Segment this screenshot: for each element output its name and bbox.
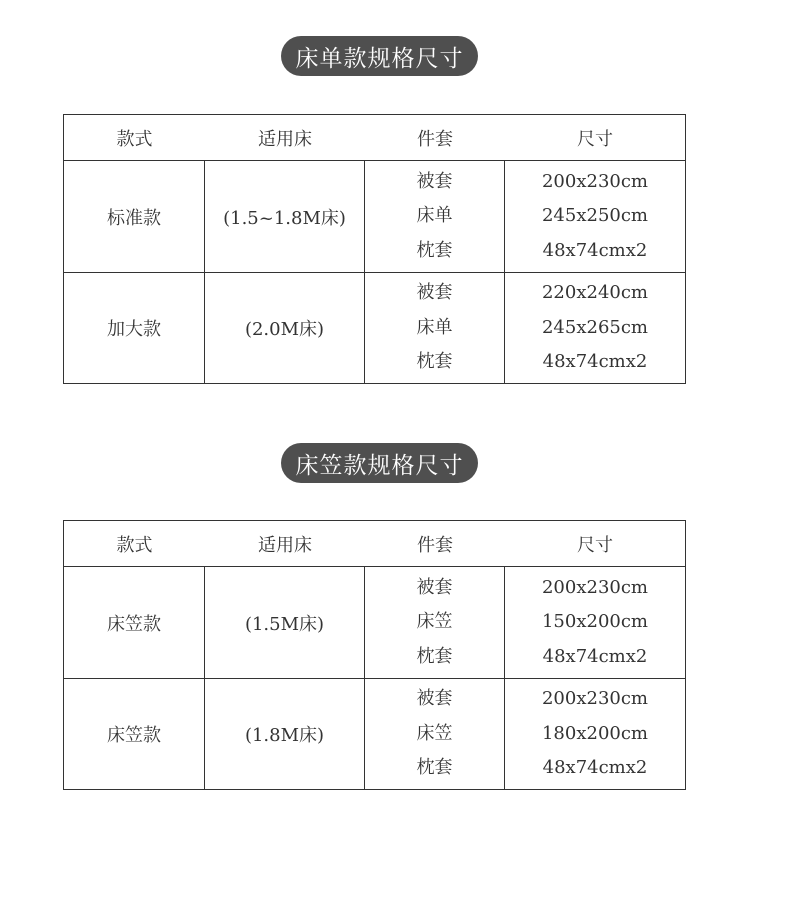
bed-cell: (2.0M床) [205, 273, 365, 383]
bed-cell: (1.5M床) [205, 567, 365, 678]
table-row [64, 272, 685, 383]
size-value: 150x200cm [541, 611, 648, 633]
bed-cell: (1.5~1.8M床) [205, 161, 365, 272]
table-row [64, 678, 685, 789]
size-value: 48x74cmx2 [542, 645, 648, 667]
style-cell: 加大款 [64, 273, 205, 383]
table-header-row [64, 521, 685, 567]
item-label: 被套 [416, 282, 453, 304]
size-value: 48x74cmx2 [542, 757, 648, 779]
bed-cell: (1.8M床) [205, 679, 365, 789]
header-bed: 适用床 [258, 534, 312, 556]
table-header-row [64, 115, 685, 161]
item-label: 枕套 [416, 757, 453, 779]
size-value: 180x200cm [541, 722, 648, 744]
header-style: 款式 [116, 534, 153, 556]
item-label: 枕套 [416, 351, 453, 373]
item-label: 枕套 [416, 645, 453, 667]
style-cell: 标准款 [64, 161, 205, 272]
item-label: 床笠 [416, 611, 453, 633]
size-value: 245x265cm [541, 316, 648, 338]
sizes-cell [505, 567, 685, 678]
size-value: 200x230cm [541, 688, 648, 710]
item-label: 床单 [416, 205, 453, 227]
item-label: 枕套 [416, 239, 453, 261]
size-value: 200x230cm [541, 170, 648, 192]
items-cell [365, 161, 505, 272]
size-table-sheet [63, 114, 686, 384]
header-items: 件套 [417, 128, 453, 150]
size-value: 200x230cm [541, 576, 648, 598]
header-style: 款式 [116, 128, 153, 150]
sizes-cell [505, 161, 685, 272]
size-value: 48x74cmx2 [542, 239, 648, 261]
item-label: 床笠 [416, 722, 453, 744]
section-title-fitted: 床笠款规格尺寸 [281, 443, 478, 483]
item-label: 被套 [416, 170, 453, 192]
header-size: 尺寸 [577, 534, 613, 556]
sizes-cell [505, 679, 685, 789]
header-items: 件套 [417, 534, 453, 556]
table-row [64, 161, 685, 272]
item-label: 床单 [416, 316, 453, 338]
items-cell [365, 273, 505, 383]
header-bed: 适用床 [258, 128, 312, 150]
style-cell: 床笠款 [64, 679, 205, 789]
items-cell [365, 679, 505, 789]
table-row [64, 567, 685, 678]
size-value: 220x240cm [541, 282, 648, 304]
header-size: 尺寸 [577, 128, 613, 150]
item-label: 被套 [416, 688, 453, 710]
section-title-sheet: 床单款规格尺寸 [281, 36, 478, 76]
style-cell: 床笠款 [64, 567, 205, 678]
size-value: 48x74cmx2 [542, 351, 648, 373]
size-table-fitted [63, 520, 686, 790]
item-label: 被套 [416, 576, 453, 598]
sizes-cell [505, 273, 685, 383]
size-value: 245x250cm [541, 205, 648, 227]
items-cell [365, 567, 505, 678]
